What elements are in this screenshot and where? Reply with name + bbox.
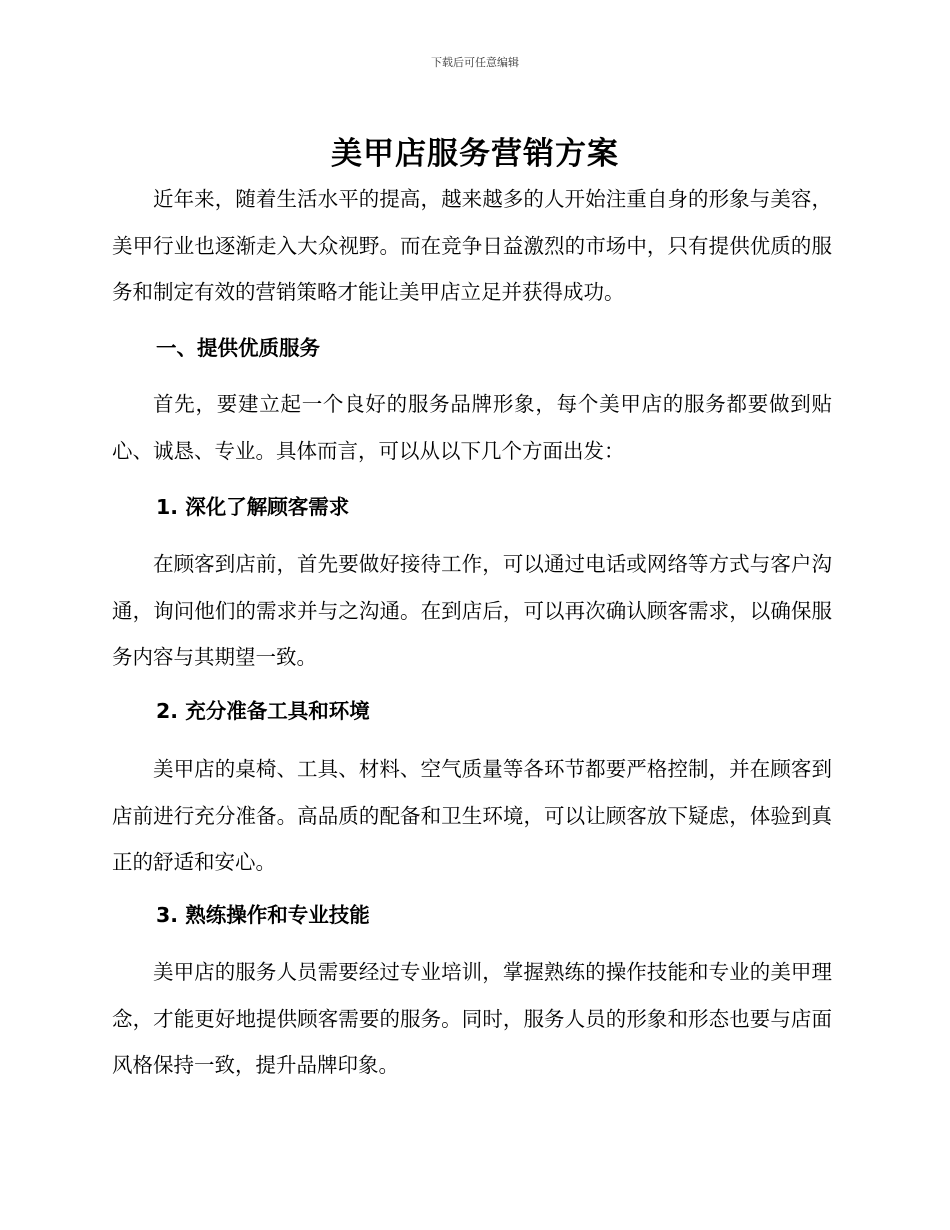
section-heading-1: 一、提供优质服务 [156, 336, 320, 360]
section-1-paragraph: 首先，要建立起一个良好的服务品牌形象，每个美甲店的服务都要做到贴心、诚恳、专业。具体而言，可以从以下几个方面出发： [112, 392, 832, 463]
subsection-heading-1: 1. 深化了解顾客需求 [156, 495, 350, 519]
document-title: 美甲店服务营销方案 [331, 136, 619, 172]
subsection-2-paragraph: 美甲店的桌椅、工具、材料、空气质量等各环节都要严格控制，并在顾客到店前进行充分准备。高品质的配备和卫生环境，可以让顾客放下疑虑，体验到真正的舒适和安心。 [112, 757, 832, 874]
header-note: 下载后可任意编辑 [431, 56, 519, 69]
intro-paragraph: 近年来，随着生活水平的提高，越来越多的人开始注重自身的形象与美容，美甲行业也逐渐走入大众视野。而在竞争日益激烈的市场中，只有提供优质的服务和制定有效的营销策略才能让美甲店立足并获得成功。 [112, 187, 832, 304]
subsection-heading-3: 3. 熟练操作和专业技能 [156, 903, 370, 927]
subsection-3-paragraph: 美甲店的服务人员需要经过专业培训，掌握熟练的操作技能和专业的美甲理念，才能更好地提供顾客需要的服务。同时，服务人员的形象和形态也要与店面风格保持一致，提升品牌印象。 [112, 960, 832, 1077]
subsection-heading-2: 2. 充分准备工具和环境 [156, 699, 370, 723]
subsection-1-paragraph: 在顾客到店前，首先要做好接待工作，可以通过电话或网络等方式与客户沟通，询问他们的需求并与之沟通。在到店后，可以再次确认顾客需求，以确保服务内容与其期望一致。 [112, 552, 832, 669]
